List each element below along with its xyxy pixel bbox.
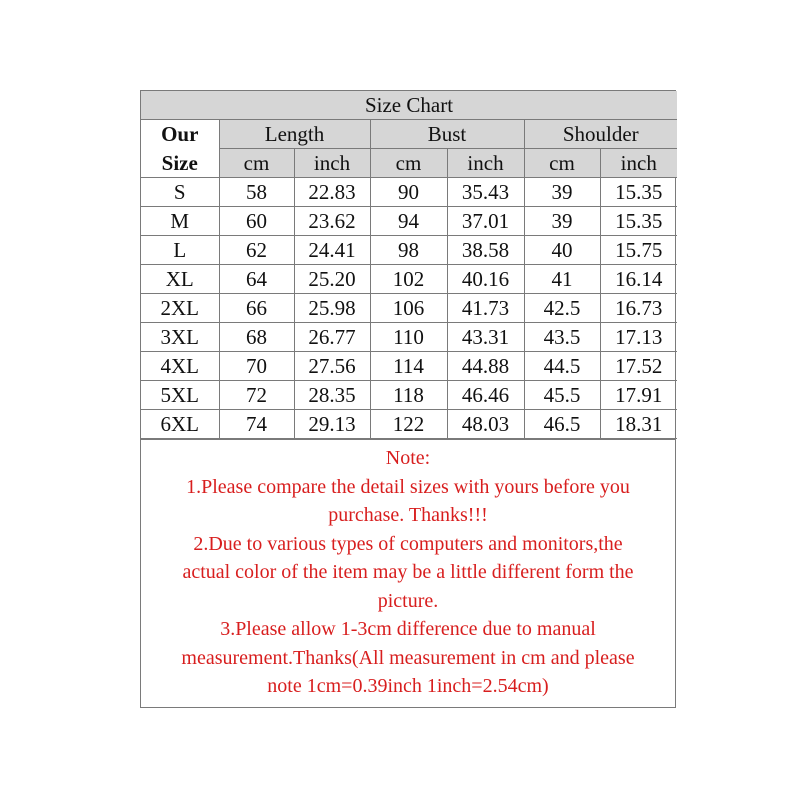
shoulder-inch-cell: 15.35	[600, 178, 677, 207]
bust-inch-cell: 38.58	[447, 236, 524, 265]
table-row	[141, 265, 677, 294]
table-row	[141, 207, 677, 236]
note-line: measurement.Thanks(All measurement in cm and please	[181, 646, 635, 669]
note-block	[141, 439, 675, 707]
bust-cm-cell: 98	[370, 236, 447, 265]
bust-cm-cell: 114	[370, 352, 447, 381]
unit-header: cm	[370, 149, 447, 178]
size-chart	[140, 90, 676, 708]
length-inch-cell: 23.62	[294, 207, 370, 236]
note-heading: Note:	[385, 447, 431, 469]
table-row	[141, 294, 677, 323]
shoulder-inch-cell: 15.75	[600, 236, 677, 265]
bust-cm-cell: 94	[370, 207, 447, 236]
length-cm-cell: 68	[219, 323, 294, 352]
size-column-label-bottom: Size	[141, 149, 219, 178]
note-line: 3.Please allow 1-3cm difference due to manual	[220, 618, 596, 640]
note-line: 2.Due to various types of computers and monitors,the	[193, 532, 623, 555]
unit-header: cm	[219, 149, 294, 178]
length-inch-cell: 29.13	[294, 410, 370, 439]
bust-inch-cell: 35.43	[447, 178, 524, 207]
length-inch-cell: 25.20	[294, 265, 370, 294]
length-cm-cell: 66	[219, 294, 294, 323]
group-header-row	[141, 120, 677, 149]
size-cell: L	[141, 236, 219, 265]
table-row	[141, 178, 677, 207]
shoulder-inch-cell: 18.31	[600, 410, 677, 439]
length-inch-cell: 27.56	[294, 352, 370, 381]
note-line: purchase. Thanks!!!	[328, 504, 488, 526]
note-line: actual color of the item may be a little different form the	[182, 561, 634, 583]
length-inch-cell: 26.77	[294, 323, 370, 352]
length-cm-cell: 70	[219, 352, 294, 381]
table-row	[141, 323, 677, 352]
note-line: picture.	[377, 589, 439, 612]
note-line: note 1cm=0.39inch 1inch=2.54cm)	[267, 675, 549, 697]
shoulder-cm-cell: 44.5	[524, 352, 600, 381]
length-inch-cell: 25.98	[294, 294, 370, 323]
bust-cm-cell: 102	[370, 265, 447, 294]
bust-cm-cell: 110	[370, 323, 447, 352]
bust-group-header: Bust	[370, 120, 524, 149]
size-rows	[141, 178, 677, 439]
table-row	[141, 352, 677, 381]
size-cell: XL	[141, 265, 219, 294]
shoulder-cm-cell: 40	[524, 236, 600, 265]
size-column-label-top: Our	[141, 120, 219, 149]
note-line: 1.Please compare the detail sizes with yours before you	[186, 475, 630, 498]
bust-inch-cell: 37.01	[447, 207, 524, 236]
shoulder-cm-cell: 39	[524, 178, 600, 207]
size-cell: 6XL	[141, 410, 219, 439]
shoulder-inch-cell: 15.35	[600, 207, 677, 236]
bust-cm-cell: 106	[370, 294, 447, 323]
bust-inch-cell: 46.46	[447, 381, 524, 410]
bust-cm-cell: 122	[370, 410, 447, 439]
shoulder-inch-cell: 17.13	[600, 323, 677, 352]
size-cell: 4XL	[141, 352, 219, 381]
shoulder-group-header: Shoulder	[524, 120, 677, 149]
bust-inch-cell: 43.31	[447, 323, 524, 352]
unit-header-row	[141, 149, 677, 178]
shoulder-cm-cell: 43.5	[524, 323, 600, 352]
length-inch-cell: 22.83	[294, 178, 370, 207]
shoulder-cm-cell: 41	[524, 265, 600, 294]
shoulder-cm-cell: 45.5	[524, 381, 600, 410]
title-row	[141, 91, 677, 120]
shoulder-cm-cell: 46.5	[524, 410, 600, 439]
size-cell: M	[141, 207, 219, 236]
size-cell: 2XL	[141, 294, 219, 323]
unit-header: inch	[294, 149, 370, 178]
bust-inch-cell: 40.16	[447, 265, 524, 294]
length-cm-cell: 74	[219, 410, 294, 439]
length-inch-cell: 28.35	[294, 381, 370, 410]
length-cm-cell: 64	[219, 265, 294, 294]
bust-cm-cell: 90	[370, 178, 447, 207]
unit-header: cm	[524, 149, 600, 178]
table-row	[141, 410, 677, 439]
shoulder-inch-cell: 17.52	[600, 352, 677, 381]
size-cell: 3XL	[141, 323, 219, 352]
length-cm-cell: 62	[219, 236, 294, 265]
shoulder-cm-cell: 42.5	[524, 294, 600, 323]
length-inch-cell: 24.41	[294, 236, 370, 265]
length-cm-cell: 58	[219, 178, 294, 207]
length-cm-cell: 72	[219, 381, 294, 410]
table-row	[141, 236, 677, 265]
shoulder-cm-cell: 39	[524, 207, 600, 236]
size-cell: 5XL	[141, 381, 219, 410]
bust-cm-cell: 118	[370, 381, 447, 410]
bust-inch-cell: 44.88	[447, 352, 524, 381]
table-row	[141, 381, 677, 410]
unit-header: inch	[447, 149, 524, 178]
size-table	[141, 91, 677, 439]
size-cell: S	[141, 178, 219, 207]
bust-inch-cell: 48.03	[447, 410, 524, 439]
shoulder-inch-cell: 16.14	[600, 265, 677, 294]
chart-title: Size Chart	[141, 91, 677, 120]
shoulder-inch-cell: 16.73	[600, 294, 677, 323]
length-cm-cell: 60	[219, 207, 294, 236]
bust-inch-cell: 41.73	[447, 294, 524, 323]
shoulder-inch-cell: 17.91	[600, 381, 677, 410]
unit-header: inch	[600, 149, 677, 178]
length-group-header: Length	[219, 120, 370, 149]
